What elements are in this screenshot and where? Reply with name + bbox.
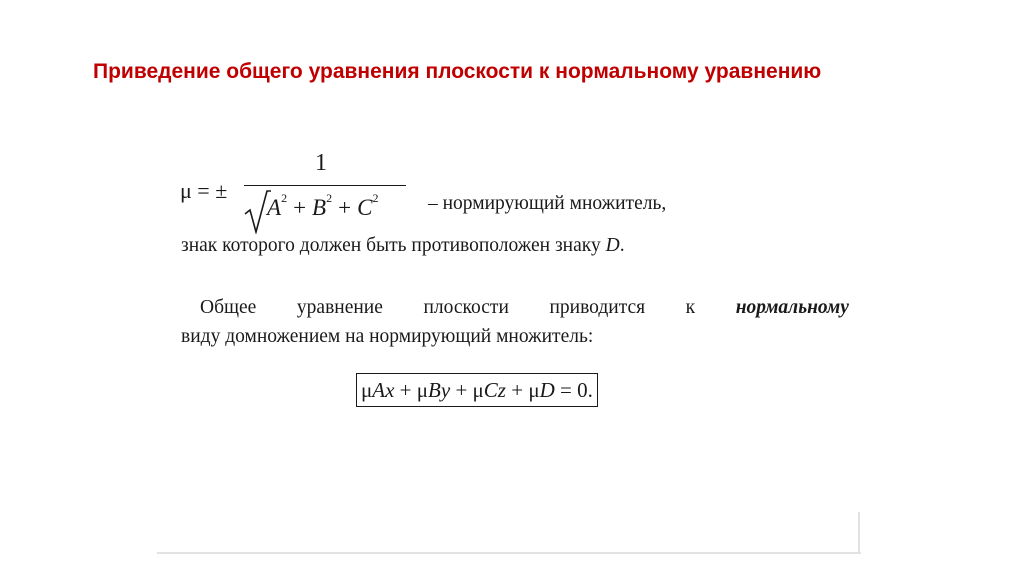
fraction-bar (244, 185, 406, 186)
decorative-divider-vertical (858, 512, 860, 554)
plus-2: + (338, 195, 352, 220)
multiplier-description: – нормирующий множитель, (428, 193, 667, 214)
normal-equation-box (356, 373, 598, 407)
eq-part: + μ (394, 378, 429, 402)
bold-term: нормальному (735, 297, 849, 318)
eq-part: = 0. (554, 378, 593, 402)
word: Общее (200, 297, 257, 318)
sign-note-var: D (605, 235, 620, 256)
eq-part: Cz (483, 378, 506, 402)
slide-title: Приведение общего уравнения плоскости к нормальному уравнению (93, 60, 822, 83)
eq-part: D (539, 378, 555, 402)
exponent-a: 2 (281, 191, 288, 206)
paragraph-line-1 (181, 293, 849, 322)
sign-note-text: знак которого должен быть противоположен знаку (181, 235, 606, 256)
word: плоскости (423, 297, 509, 318)
exponent-b: 2 (326, 191, 333, 206)
exponent-c: 2 (372, 191, 379, 206)
eq-part: μ (361, 378, 373, 402)
sign-note (181, 235, 625, 257)
eq-part: By (428, 378, 451, 402)
plus-1: + (293, 195, 307, 220)
word: приводится (549, 297, 646, 318)
radicand (267, 191, 379, 221)
paragraph (181, 293, 849, 351)
mu-formula (180, 150, 440, 240)
var-b: B (312, 195, 327, 220)
var-a: A (267, 195, 282, 220)
eq-part: + μ (450, 378, 484, 402)
formula-lhs: μ = ± (180, 178, 228, 203)
fraction-numerator: 1 (315, 150, 327, 176)
var-c: C (357, 195, 373, 220)
decorative-divider (157, 552, 861, 554)
eq-part: + μ (505, 378, 540, 402)
eq-part: Ax (372, 378, 395, 402)
sign-note-end: . (619, 235, 625, 256)
word: к (685, 297, 696, 318)
paragraph-line-2: виду домножением на нормирующий множитель: (181, 326, 594, 347)
word: уравнение (296, 297, 383, 318)
